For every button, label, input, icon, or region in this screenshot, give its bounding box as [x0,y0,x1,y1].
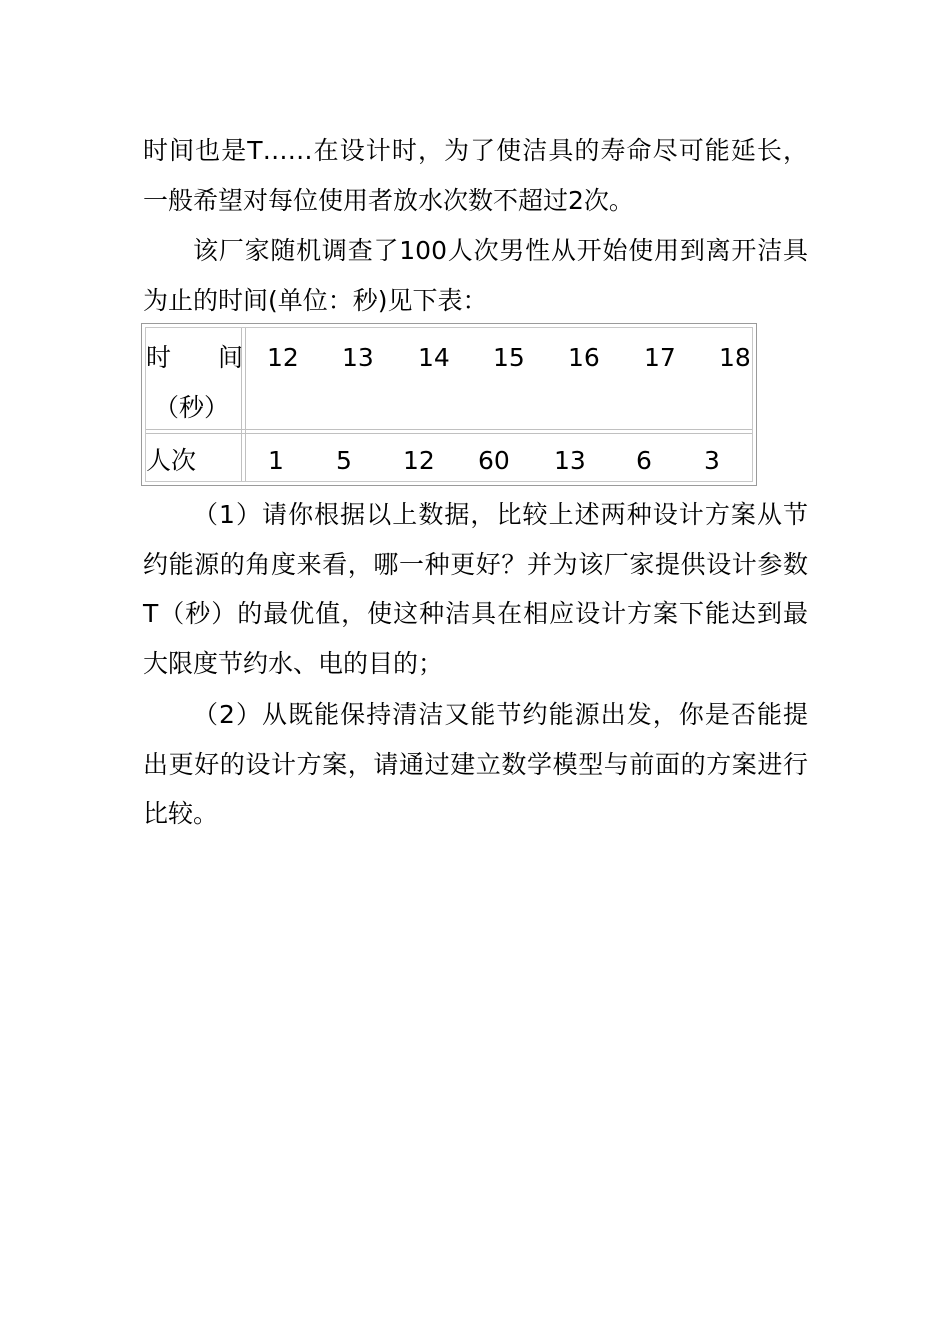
header-label-unit: （秒） [154,393,230,422]
paragraph-question-2: （2）从既能保持清洁又能节约能源出发，你是否能提出更好的设计方案，请通过建立数学模型与前面的方案进行比较。 [143,700,808,828]
count-cell: 6 [636,446,652,475]
data-table [141,323,757,486]
paragraph-question-1: （1）请你根据以上数据，比较上述两种设计方案从节约能源的角度来看，哪一种更好？并为该厂家提供设计参数T（秒）的最优值，使这种洁具在相应设计方案下能达到最大限度节约水、电的目的； [143,500,808,678]
time-cell: 15 [493,343,525,372]
count-cell: 60 [478,446,510,475]
count-cell: 12 [403,446,435,475]
time-cell: 13 [342,343,374,372]
paragraph-intro: 时间也是T……在设计时，为了使洁具的寿命尽可能延长，一般希望对每位使用者放水次数不超过2次。 [143,136,808,215]
time-cell: 12 [267,343,299,372]
time-cell: 16 [568,343,600,372]
count-cell: 3 [704,446,720,475]
count-cell: 13 [554,446,586,475]
count-cell: 1 [268,446,284,475]
time-cell: 17 [644,343,676,372]
paragraph-survey: 该厂家随机调查了100人次男性从开始使用到离开洁具为止的时间(单位：秒)见下表： [143,236,808,315]
header-label-time-a: 时 [146,343,172,372]
header-label-time-b: 间 [218,343,244,372]
time-cell: 18 [719,343,751,372]
row-label-count: 人次 [146,446,197,475]
time-cell: 14 [418,343,450,372]
count-cell: 5 [336,446,352,475]
